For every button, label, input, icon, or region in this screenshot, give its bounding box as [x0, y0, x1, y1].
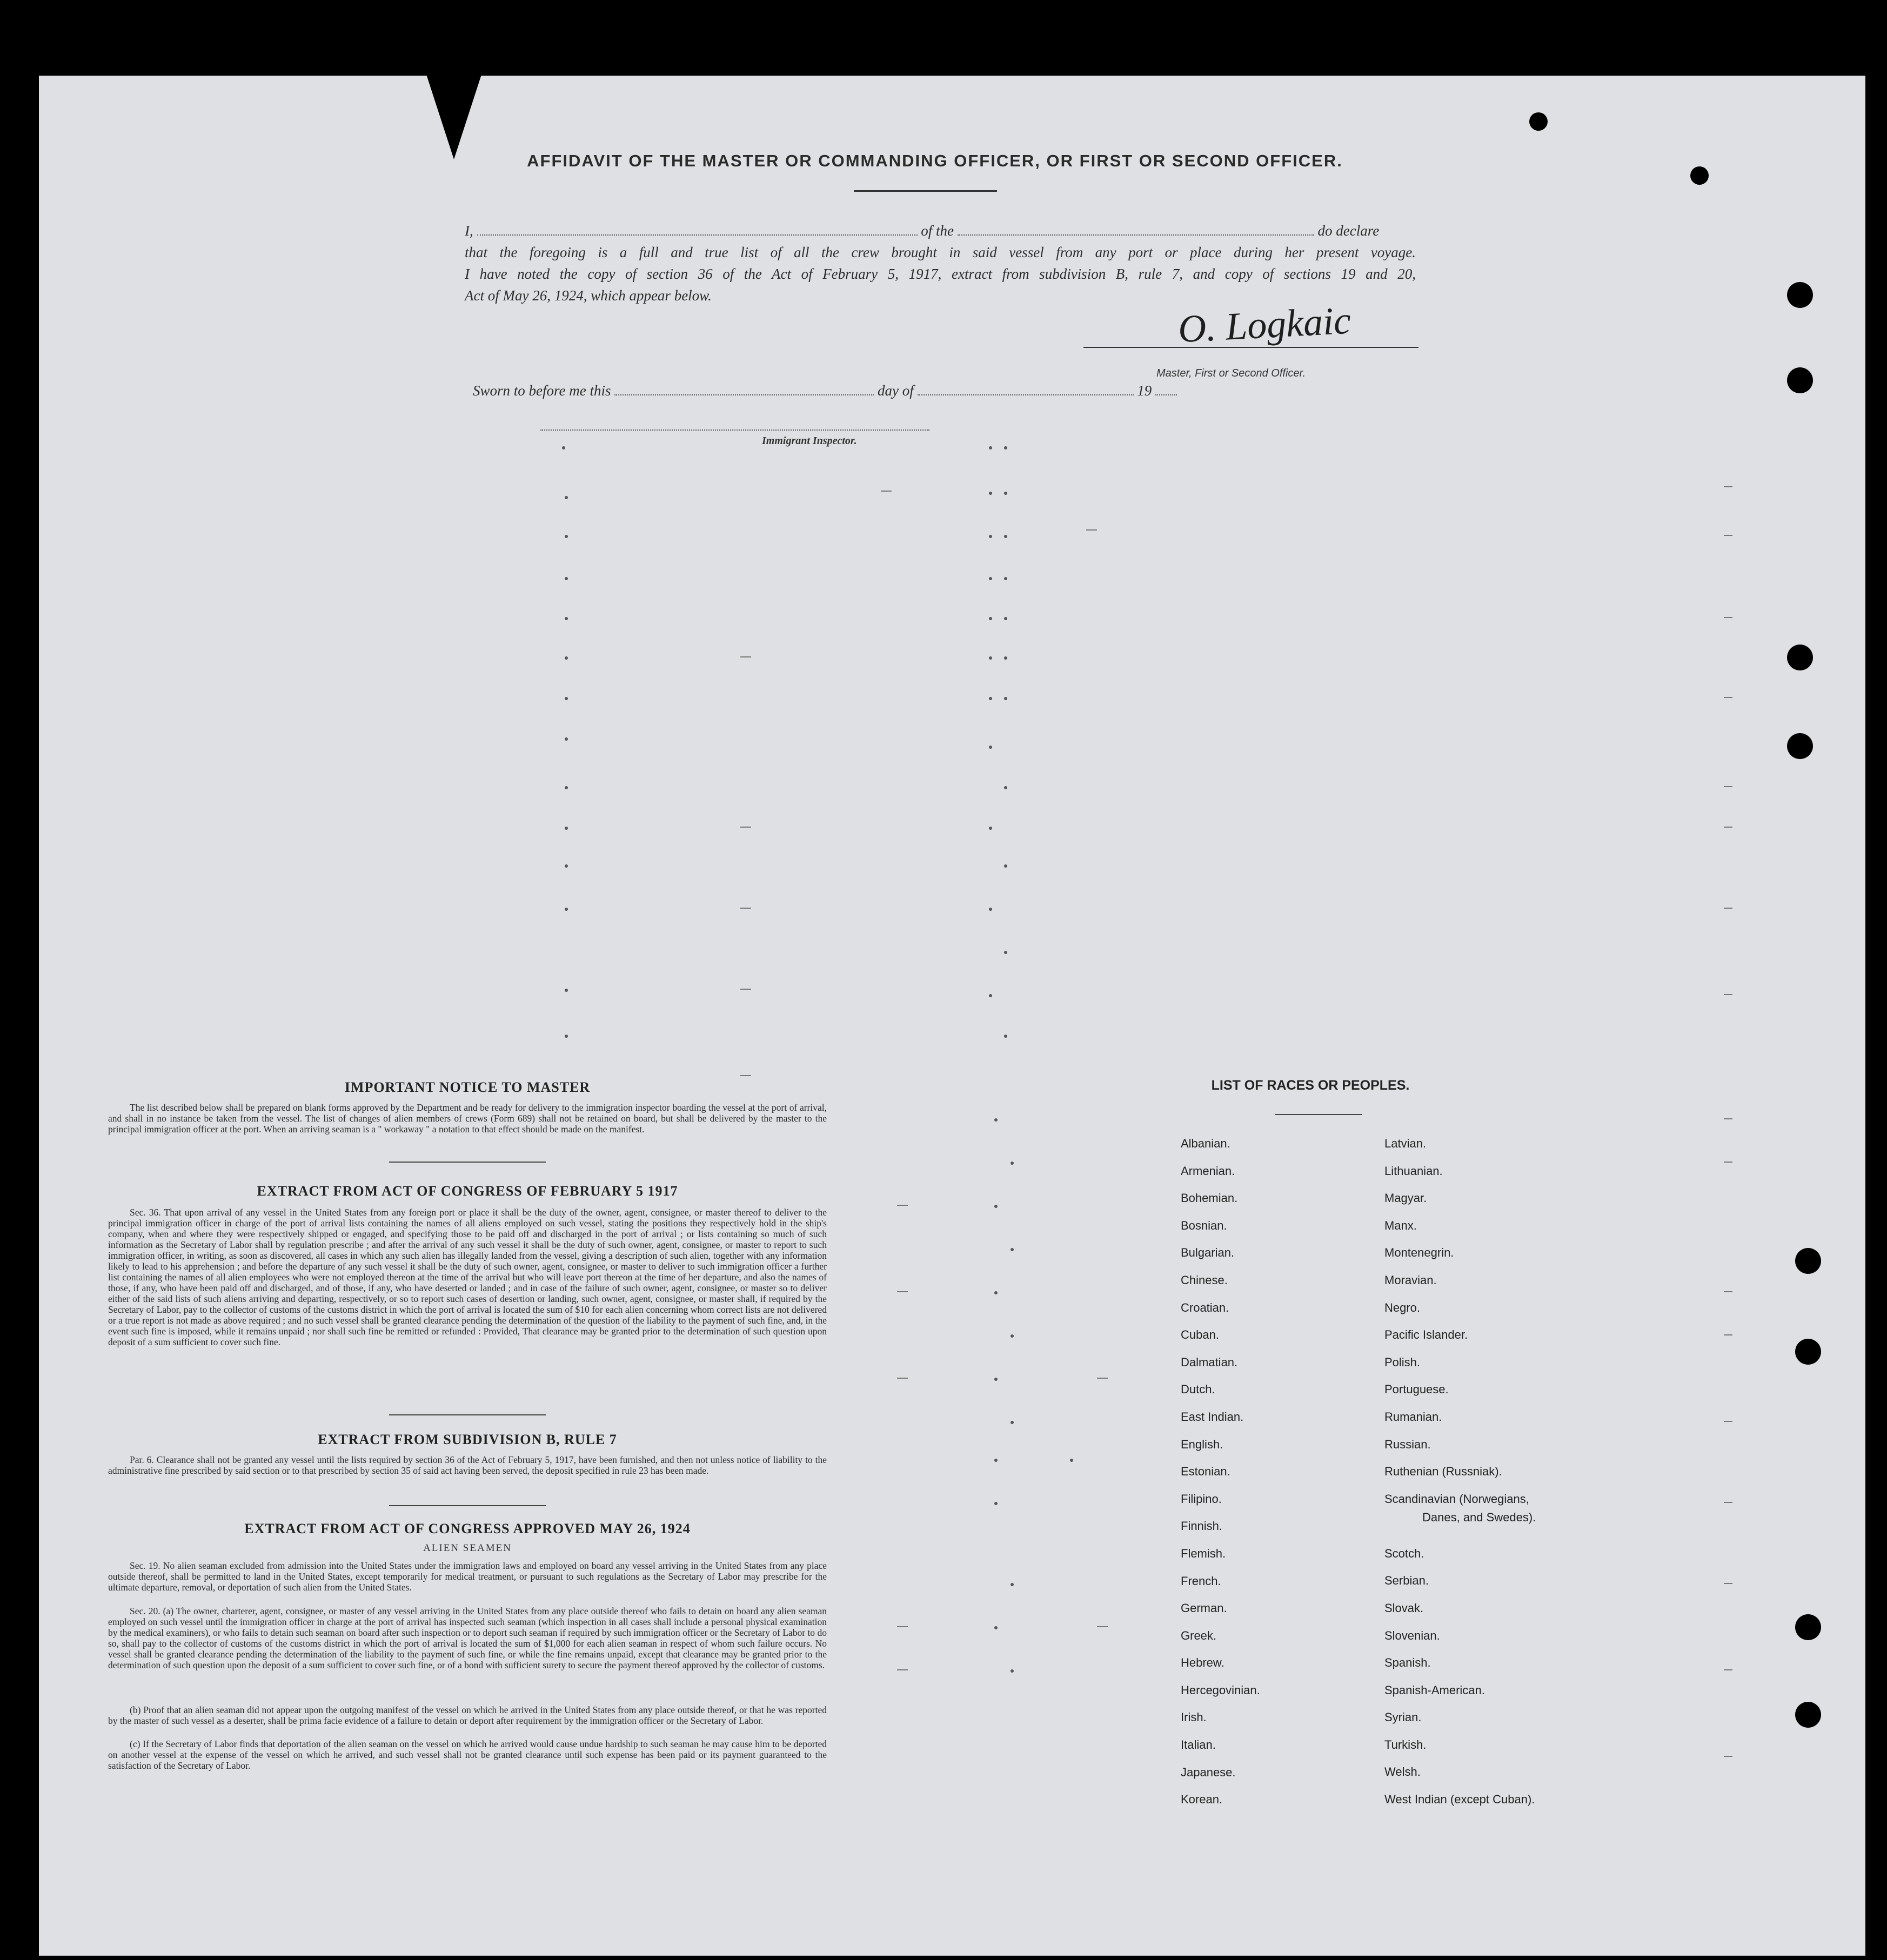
- master-signature: O. Logkaic: [1177, 298, 1352, 351]
- race-item: Chinese.: [1181, 1273, 1228, 1287]
- race-item: Montenegrin.: [1384, 1246, 1454, 1260]
- race-item: Cuban.: [1181, 1328, 1219, 1342]
- alien-seamen-subtitle: ALIEN SEAMEN: [423, 1542, 512, 1554]
- extract-1917-title: EXTRACT FROM ACT OF CONGRESS OF FEBRUARY 5 1917: [257, 1183, 678, 1199]
- affidavit-line-1: [465, 223, 1416, 239]
- affidavit-of-the: of the: [921, 223, 954, 239]
- sec20c-body: (c) If the Secretary of Labor finds that deportation of the alien seaman on the vessel on which he arrived would cause undue hardship to such seaman he may cause him to be deported on another vessel at the expense of the vessel on which he arrived, and such vessel shall not be granted clearance until such expense has been paid or its payment guaranteed to the satisfaction of the Secretary of Labor.: [108, 1739, 827, 1771]
- races-rule: [1275, 1114, 1362, 1115]
- section-rule: [389, 1162, 546, 1163]
- paper-notch: [426, 73, 482, 159]
- race-item: Slovenian.: [1384, 1628, 1440, 1642]
- race-item: West Indian (except Cuban).: [1384, 1793, 1535, 1807]
- race-item: Moravian.: [1384, 1273, 1437, 1287]
- race-item: Slovak.: [1384, 1601, 1424, 1615]
- punch-hole: [1795, 1614, 1821, 1640]
- race-item: Polish.: [1384, 1355, 1421, 1369]
- title-rule: [854, 190, 997, 192]
- race-item: Ruthenian (Russniak).: [1384, 1465, 1502, 1479]
- race-item: Spanish-American.: [1384, 1683, 1485, 1697]
- race-item: German.: [1181, 1601, 1227, 1615]
- race-item: Estonian.: [1181, 1465, 1230, 1479]
- notice-body: The list described below shall be prepared on blank forms approved by the Department and be ready for delivery to the immigration inspector boarding the vessel at the port of arrival, and shall in no instance be taken from the vessel. The list of changes of alien members of crews (Form 689) shall not be retained on board, but shall be delivered by the master to the principal immigration officer at the port. When an arriving seaman is a " workaway " a notation to that effect should be made on the manifest.: [108, 1102, 827, 1135]
- race-item: Croatian.: [1181, 1300, 1229, 1314]
- race-item: Portuguese.: [1384, 1382, 1449, 1397]
- race-item: Dutch.: [1181, 1382, 1215, 1397]
- punch-hole: [1787, 645, 1813, 670]
- affidavit-line-2: that the foregoing is a full and true list of all the crew brought in said vessel from any port or place during her present voyage.: [465, 244, 1416, 260]
- signature-line: [1083, 347, 1418, 348]
- punch-hole: [1787, 733, 1813, 759]
- race-item: Bulgarian.: [1181, 1246, 1235, 1260]
- race-item: Magyar.: [1384, 1191, 1427, 1205]
- race-item: Negro.: [1384, 1300, 1421, 1314]
- race-item: Welsh.: [1384, 1765, 1421, 1779]
- inspector-signature-line[interactable]: [540, 429, 929, 431]
- affidavit-declare: do declare: [1317, 223, 1380, 239]
- notice-title: IMPORTANT NOTICE TO MASTER: [344, 1079, 591, 1095]
- affidavit-line-4: Act of May 26, 1924, which appear below.: [465, 287, 712, 304]
- race-item: Irish.: [1181, 1710, 1207, 1724]
- races-title: LIST OF RACES OR PEOPLES.: [1211, 1078, 1410, 1093]
- section-rule: [389, 1505, 546, 1506]
- races-left-column: [1181, 1135, 1260, 1818]
- race-item: Bosnian.: [1181, 1218, 1227, 1232]
- race-item: Bohemian.: [1181, 1191, 1238, 1205]
- sworn-prefix: Sworn to before me this: [473, 382, 611, 399]
- sworn-year: 19: [1137, 382, 1152, 399]
- race-item: Russian.: [1384, 1437, 1431, 1451]
- race-item: Hebrew.: [1181, 1656, 1224, 1670]
- master-name-field[interactable]: [477, 234, 918, 236]
- sec20a-body: Sec. 20. (a) The owner, charterer, agent, consignee, or master of any vessel arriving in the United States from any place outside thereof who fails to detain on board any alien seaman employed on such vessel until the immigration officer in charge at the port of arrival has inspected such seaman (which inspection in all cases shall include a personal physical examination by the medical examiners), or who fails to detain such seaman on board after such inspection or to deport such seaman if required by such immigration officer or the Secretary of Labor to do so, shall pay to the collector of customs of the customs district in which the port of arrival is located the sum of $1,000 for each alien seaman in respect of whom such failure occurs. No vessel shall be granted clearance pending the determination of the liability to the payment of such fine, or while the fine remains unpaid, except that clearance may be granted prior to the determination of such question upon the deposit of a sum sufficient to cover such fine, or of a bond with sufficient surety to secure the payment thereof approved by the collector of customs.: [108, 1606, 827, 1670]
- extract-1924-title: EXTRACT FROM ACT OF CONGRESS APPROVED MAY 26, 1924: [244, 1521, 691, 1536]
- affidavit-title: AFFIDAVIT OF THE MASTER OR COMMANDING OFFICER, OR FIRST OR SECOND OFFICER.: [527, 151, 1343, 170]
- race-item: Scotch.: [1384, 1546, 1424, 1560]
- race-item: East Indian.: [1181, 1409, 1244, 1424]
- sworn-line: [473, 382, 1229, 399]
- race-item: Syrian.: [1384, 1710, 1422, 1724]
- race-item: Spanish.: [1384, 1656, 1431, 1670]
- extract-rule7-body: Par. 6. Clearance shall not be granted any vessel until the lists required by section 36 of the Act of February 5, 1917, have been furnished, and then not unless notice of liability to the administrative fine prescribed by said section or to that prescribed by section 35 of said act having been served, the deposit specified in rule 23 has been made.: [108, 1454, 827, 1476]
- sworn-year-field[interactable]: [1155, 394, 1177, 395]
- punch-hole: [1795, 1702, 1821, 1728]
- extract-rule7-title: EXTRACT FROM SUBDIVISION B, RULE 7: [318, 1432, 617, 1447]
- race-item: Flemish.: [1181, 1546, 1226, 1560]
- race-item-continued: Danes, and Swedes).: [1422, 1510, 1536, 1524]
- sworn-day-field[interactable]: [614, 394, 874, 395]
- race-item: Serbian.: [1384, 1574, 1429, 1588]
- race-item: Korean.: [1181, 1793, 1223, 1807]
- race-item: Dalmatian.: [1181, 1355, 1238, 1369]
- race-item: Italian.: [1181, 1738, 1216, 1752]
- affidavit-i: I,: [465, 223, 473, 239]
- race-item: Finnish.: [1181, 1519, 1223, 1533]
- punch-hole: [1690, 166, 1709, 185]
- punch-hole: [1787, 367, 1813, 393]
- punch-hole: [1795, 1248, 1821, 1274]
- extract-1917-body: Sec. 36. That upon arrival of any vessel in the United States from any foreign port or place it shall be the duty of the owner, agent, consignee, or master thereof to deliver to the principal immigration officer in charge of the port of arrival lists containing the names of all aliens employed on such vessel, stating the positions they respectively hold in the ship's company, when and where they were respectively shipped or engaged, and specifying those to be paid off and discharged in the port of arrival ; or lists containing so much of such information as the Secretary of Labor shall by regulation prescribe ; and after the arrival of any such vessel it shall be the duty of such owner, agent, consignee, or master to report to such immigration officer, in writing, as soon as discovered, all cases in which any such alien has illegally landed from the vessel, giving a description of such alien, together with any information likely to lead to his apprehension ; and before the departure of any such vessel it shall be the duty of such owner, agent, consignee, or master to deliver to such immigration officer a further list containing the names of all alien employees who were not employed thereon at the time of the arrival but who will leave port thereon at the time of her departure, and also the names of those, if any, who have been paid off and discharged, and of those, if any, who have deserted or landed ; and in case of the failure of such owner, agent, consignee, or master so to deliver either of the said lists of such aliens arriving and departing, respectively, or so to report such cases of desertion or landing, such owner, agent, consignee, or master shall, if required by the Secretary of Labor, pay to the collector of customs of the customs district in which the port of arrival is located the sum of $10 for each alien concerning whom correct lists are not delivered or a true report is not made as above required ; and no such vessel shall be granted clearance pending the determination of the question of the liability to the payment of such fine, and, in the event such fine is imposed, while it remains unpaid ; nor shall such fine be remitted or refunded : Provided, That clearance may be granted prior to the determination of such question upon deposit of a sum sufficient to cover such fine.: [108, 1207, 827, 1347]
- signature-label: Master, First or Second Officer.: [1156, 367, 1306, 379]
- punch-hole: [1795, 1339, 1821, 1365]
- race-item: Armenian.: [1181, 1164, 1235, 1178]
- race-item: Japanese.: [1181, 1765, 1236, 1779]
- sworn-day-of: day of: [878, 382, 914, 399]
- affidavit-line-3: I have noted the copy of section 36 of the Act of February 5, 1917, extract from subdivision B, rule 7, and copy of sections 19 and 20,: [465, 266, 1416, 282]
- sec20b-body: (b) Proof that an alien seaman did not appear upon the outgoing manifest of the vessel on which he arrived in the United States from any place outside thereof, or that he was reported by the master of such vessel as a deserter, shall be prima facie evidence of a failure to detain or deport after requirement by the immigration officer or the Secretary of Labor.: [108, 1704, 827, 1726]
- vessel-name-field[interactable]: [958, 234, 1314, 236]
- race-item: Hercegovinian.: [1181, 1683, 1260, 1697]
- race-item: Manx.: [1384, 1218, 1417, 1232]
- punch-hole: [1529, 112, 1548, 131]
- race-item: Scandinavian (Norwegians,: [1384, 1492, 1529, 1506]
- inspector-label: Immigrant Inspector.: [762, 435, 857, 447]
- race-item: Pacific Islander.: [1384, 1328, 1468, 1342]
- race-item: Rumanian.: [1384, 1409, 1442, 1424]
- race-item: Turkish.: [1384, 1737, 1427, 1751]
- punch-hole: [1787, 282, 1813, 308]
- section-rule: [389, 1414, 546, 1415]
- sec19-body: Sec. 19. No alien seaman excluded from admission into the United States under the immigration laws and employed on board any vessel arriving in the United States from any place outside thereof, shall be permitted to land in the United States, except temporarily for medical treatment, or pursuant to such regulations as the Secretary of Labor may prescribe for the ultimate departure, removal, or deportation of such alien from the United States.: [108, 1560, 827, 1593]
- race-item: Greek.: [1181, 1628, 1217, 1642]
- form-sheet: [39, 76, 1865, 1956]
- race-item: French.: [1181, 1574, 1221, 1588]
- race-item: Filipino.: [1181, 1492, 1222, 1506]
- race-item: Lithuanian.: [1384, 1164, 1443, 1178]
- sworn-month-field[interactable]: [918, 394, 1134, 395]
- race-item: English.: [1181, 1437, 1223, 1451]
- race-item: Albanian.: [1181, 1137, 1230, 1150]
- races-right-column: [1384, 1135, 1536, 1818]
- race-item: Latvian.: [1384, 1137, 1427, 1150]
